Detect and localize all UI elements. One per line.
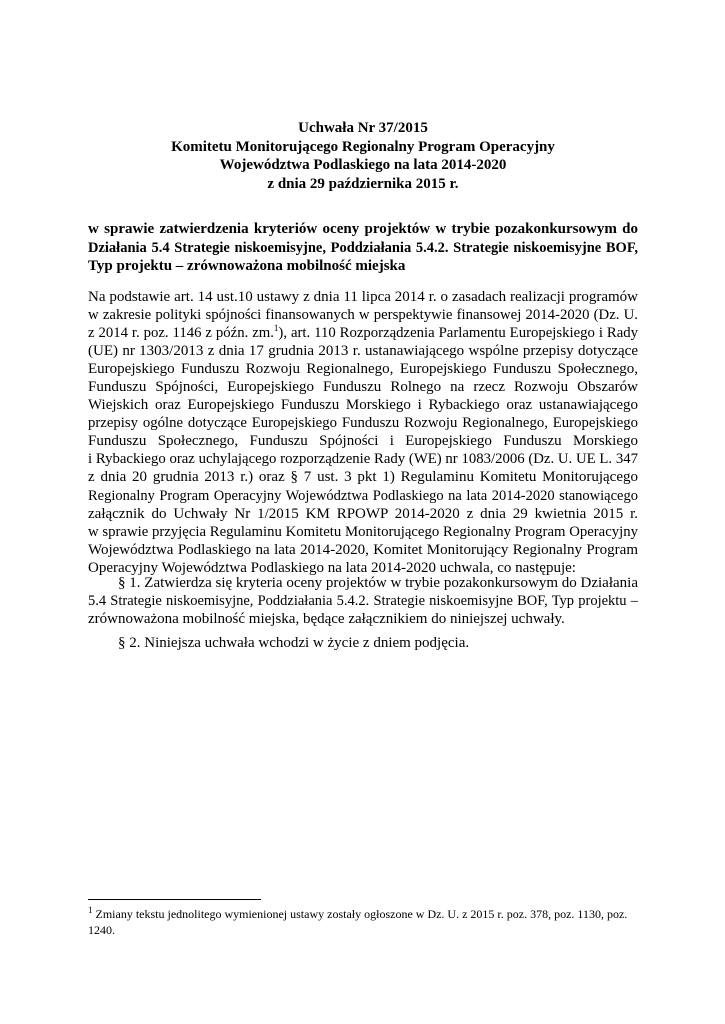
paragraph-line: z dnia 20 grudnia 2013 r.) oraz § 7 ust. 3 pkt 1) Regulaminu Komitetu Monitorującego bbox=[88, 469, 638, 486]
paragraph-text: z 2014 r. poz. 1146 z późn. zm. bbox=[88, 325, 274, 342]
paragraph-line: Na podstawie art. 14 ust.10 ustawy z dnia 11 lipca 2014 r. o zasadach realizacji programów bbox=[88, 289, 638, 305]
paragraph-line: w zakresie polityki spójności finansowanych w perspektywie finansowej 2014-2020 (Dz. U. bbox=[88, 307, 638, 324]
paragraph-line: zrównoważona mobilność miejska, będące załącznikiem do niniejszej uchwały. bbox=[88, 611, 565, 628]
footnote-line: 1240. bbox=[88, 923, 115, 937]
footnote-text: Zmiany tekstu jednolitego wymienionej ustawy zostały ogłoszone w Dz. U. z 2015 r. poz. 378, poz. 1130, poz. bbox=[92, 907, 628, 921]
resolution-number: Uchwała Nr 37/2015 bbox=[298, 120, 428, 136]
paragraph-line: Województwa Podlaskiego na lata 2014-2020, Komitet Monitorujący Regionalny Program bbox=[88, 541, 638, 558]
program-name: Województwa Podlaskiego na lata 2014-2020 bbox=[219, 157, 507, 173]
paragraph-line: 5.4 Strategie niskoemisyjne, Poddziałania 5.4.2. Strategie niskoemisyjne BOF, Typ projektu – bbox=[88, 593, 638, 610]
paragraph-text: ), art. 110 Rozporządzenia Parlamentu Europejskiego i Rady bbox=[278, 325, 638, 342]
subject-line: Działania 5.4 Strategie niskoemisyjne, Poddziałania 5.4.2. Strategie niskoemisyjne BOF, bbox=[88, 239, 638, 256]
paragraph-line: (UE) nr 1303/2013 z dnia 17 grudnia 2013 r. ustanawiającego wspólne przepisy dotyczące bbox=[88, 343, 638, 360]
paragraph-line: Funduszu Spójności, Europejskiego Funduszu Rolnego na rzecz Rozwoju Obszarów bbox=[88, 379, 638, 396]
paragraph-line: Wiejskich oraz Europejskiego Funduszu Morskiego i Rybackiego oraz ustanawiającego bbox=[88, 397, 638, 414]
resolution-date: z dnia 29 października 2015 r. bbox=[267, 175, 459, 192]
footnote bbox=[88, 906, 638, 938]
paragraph-line: Operacyjny Województwa Podlaskiego na lata 2014-2020 uchwala, co następuje: bbox=[88, 559, 576, 576]
paragraph-line: załącznik do Uchwały Nr 1/2015 KM RPOWP 2014-2020 z dnia 29 kwietnia 2015 r. bbox=[88, 505, 638, 522]
paragraph-line: przepisy ogólne dotyczące Europejskiego Funduszu Rozwoju Regionalnego, Europejskiego bbox=[88, 415, 638, 432]
paragraph-line: § 1. Zatwierdza się kryteria oceny projektów w trybie pozakonkursowym do Działania bbox=[118, 575, 638, 591]
footnote-number: 1 bbox=[88, 905, 93, 915]
paragraph-line: Regionalny Program Operacyjny Województwa Podlaskiego na lata 2014-2020 stanowiącego bbox=[88, 487, 638, 504]
footnote-line bbox=[88, 906, 638, 922]
resolution-title bbox=[88, 119, 638, 193]
paragraph-line: i Rybackiego oraz uchylającego rozporządzenie Rady (WE) nr 1083/2006 (Dz. U. UE L. 347 bbox=[88, 451, 638, 468]
legal-basis-paragraph bbox=[88, 288, 638, 577]
section-2-paragraph bbox=[88, 634, 638, 652]
committee-name: Komitetu Monitorującego Regionalny Program Operacyjny bbox=[171, 138, 555, 155]
paragraph-line bbox=[88, 324, 638, 342]
footnote-reference[interactable]: 1 bbox=[273, 323, 279, 334]
subject-line: w sprawie zatwierdzenia kryteriów oceny projektów w trybie pozakonkursowym do bbox=[88, 221, 638, 237]
resolution-subject bbox=[88, 220, 638, 276]
subject-line: Typ projektu – zrównoważona mobilność miejska bbox=[88, 258, 406, 274]
section-1-paragraph bbox=[88, 574, 638, 629]
footnote-separator bbox=[88, 899, 261, 900]
paragraph-line: § 2. Niniejsza uchwała wchodzi w życie z dniem podjęcia. bbox=[118, 635, 470, 651]
paragraph-line: Europejskiego Funduszu Rozwoju Regionalnego, Europejskiego Funduszu Społecznego, bbox=[88, 361, 638, 378]
paragraph-line: w sprawie przyjęcia Regulaminu Komitetu Monitorującego Regionalny Program Operacyjny bbox=[88, 523, 638, 540]
paragraph-line: Funduszu Społecznego, Funduszu Spójności i Europejskiego Funduszu Morskiego bbox=[88, 433, 638, 450]
